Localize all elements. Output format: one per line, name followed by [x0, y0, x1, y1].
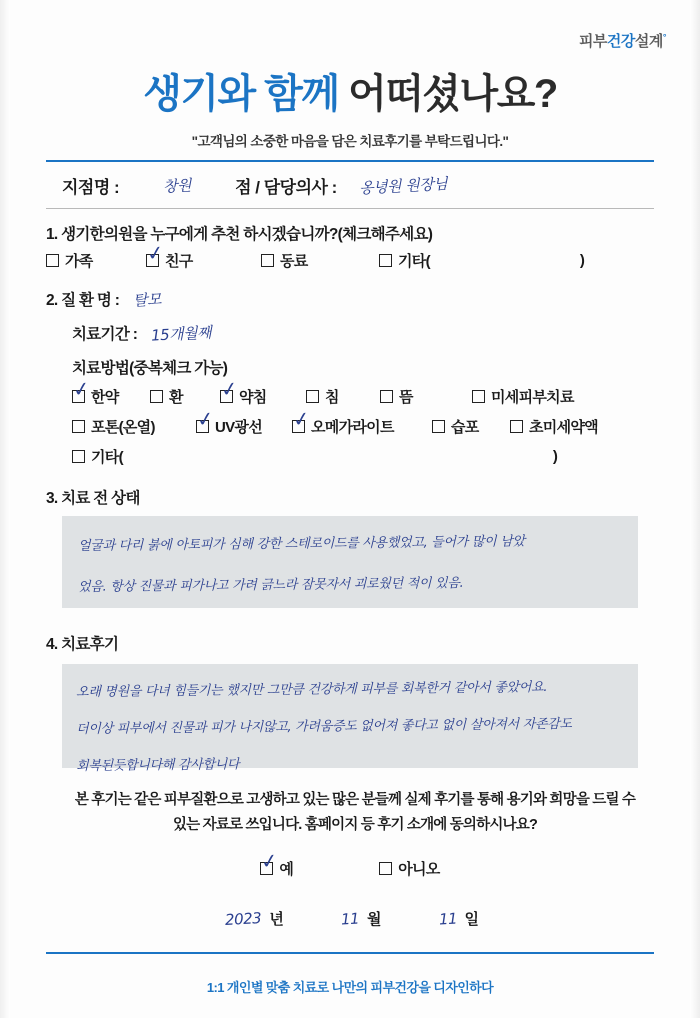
q2-methods-row-1: [71, 375, 654, 407]
q1-option-other[interactable]: [379, 250, 584, 271]
page-title-dark: 어떠셨나요?: [348, 72, 557, 116]
method-hwan[interactable]: [150, 386, 220, 407]
consent-text: 본 후기는 같은 피부질환으로 고생하고 있는 많은 분들께 실제 후기를 통해 용기와 희망을 드릴 수 있는 자료로 쓰입니다. 홈페이지 등 후기 소개에 동의하시나요?: [74, 792, 636, 834]
checkbox-icon[interactable]: [145, 239, 165, 267]
method-seuppo-label: 습포: [451, 419, 479, 436]
date-day-label: 일: [464, 911, 479, 928]
consent-no-label: 아니오: [398, 861, 440, 878]
q1-option-friend-label: 친구: [165, 253, 193, 270]
method-ultrafine-label: 초미세약액: [529, 419, 598, 436]
page-title-blue: 생기와 함께: [143, 72, 349, 116]
q3-line-2: 었음. 항상 진물과 피가나고 가려 긁느라 잠못자서 괴로웠던 적이 있음.: [77, 575, 464, 595]
page-title: [0, 62, 700, 119]
consent-yes-label: 예: [279, 861, 294, 878]
branch-value[interactable]: 창원: [162, 175, 192, 196]
check-mark-icon: ✓: [71, 375, 91, 403]
question-4-answer-box[interactable]: [62, 664, 638, 774]
method-uv[interactable]: [195, 405, 292, 437]
checkbox-icon[interactable]: [379, 862, 392, 875]
checkbox-icon[interactable]: [259, 847, 280, 875]
checkbox-icon[interactable]: [379, 254, 392, 267]
question-3-answer-box[interactable]: [62, 516, 638, 608]
method-ultrafine[interactable]: [510, 416, 598, 437]
method-other-close: ): [552, 448, 558, 465]
doctor-value[interactable]: 옹녕원 원장님: [358, 174, 448, 197]
method-microskin-label: 미세피부치료: [491, 389, 574, 406]
q1-option-friend[interactable]: [145, 239, 261, 271]
question-2-label: 2. 질 환 명 :: [46, 292, 120, 309]
checkbox-icon[interactable]: [219, 375, 239, 403]
method-seuppo[interactable]: [432, 416, 510, 437]
date-year-label: 년: [269, 911, 284, 928]
doctor-label: 점 / 담당의사 :: [235, 177, 337, 197]
divider-branch-bottom: [46, 208, 654, 209]
date-month-label: 월: [366, 911, 382, 928]
method-tteum[interactable]: [380, 386, 472, 407]
question-4-heading: 4. 치료후기: [46, 636, 119, 653]
method-omegalight[interactable]: [291, 405, 432, 437]
checkbox-icon[interactable]: [72, 420, 85, 433]
q1-option-colleague-label: 동료: [280, 253, 308, 270]
consent-options: [0, 847, 700, 879]
question-2-disease: [46, 288, 654, 310]
check-mark-icon: ✓: [195, 405, 215, 433]
check-mark-icon: ✓: [291, 405, 311, 433]
method-hwan-label: 환: [169, 389, 183, 406]
question-1-text: 1. 생기한의원을 누구에게 추천 하시겠습니까?(체크해주세요): [46, 226, 433, 243]
method-photon-label: 포톤(온열): [91, 419, 155, 436]
checkbox-icon[interactable]: [150, 390, 163, 403]
brand-part1: 피부: [578, 33, 607, 50]
method-chim[interactable]: [306, 386, 380, 407]
q4-line-3: 회복된듯합니다해 감사합니다: [75, 757, 240, 774]
q1-option-family-label: 가족: [65, 253, 93, 270]
divider-top: [46, 160, 654, 162]
q1-option-colleague[interactable]: [261, 250, 379, 271]
checkbox-icon[interactable]: [72, 450, 85, 463]
checkbox-icon[interactable]: [472, 390, 485, 403]
method-yakchim-label: 약침: [239, 389, 267, 406]
date-day-value[interactable]: 11: [438, 909, 458, 929]
q2-methods-row-2: [72, 405, 654, 437]
brand-part2: 건강: [606, 33, 635, 50]
brand-degree: °: [662, 32, 666, 42]
method-hanyak-label: 한약: [91, 389, 119, 406]
question-2-period: [72, 322, 654, 344]
q3-line-1: 얼굴과 다리 붉에 아토피가 심해 강한 스테로이드를 사용했었고, 들어가 많이 남았: [77, 534, 525, 554]
q2-methods-row-3: [72, 446, 654, 467]
method-other[interactable]: [72, 446, 557, 467]
q4-line-2: 더이상 피부에서 진물과 피가 나지않고, 가려움증도 없어져 좋다고 없이 살아져서 자존감도: [75, 716, 572, 737]
consent-yes[interactable]: [259, 847, 294, 879]
checkbox-icon[interactable]: [291, 405, 311, 433]
q2-period-label: 치료기간 :: [72, 326, 138, 343]
consent-no[interactable]: [379, 858, 439, 879]
q1-option-other-close: ): [579, 252, 585, 269]
checkbox-icon[interactable]: [432, 420, 445, 433]
date-row: [0, 908, 700, 929]
q2-disease-value[interactable]: 탈모: [132, 289, 162, 310]
checkbox-icon[interactable]: [71, 375, 91, 403]
brand-logo: [579, 30, 666, 51]
check-mark-icon: ✓: [145, 239, 165, 267]
question-1-options: [46, 239, 654, 271]
branch-row: [62, 168, 654, 202]
checkbox-icon[interactable]: [195, 405, 215, 433]
checkbox-icon[interactable]: [306, 390, 319, 403]
date-month-value[interactable]: 11: [340, 909, 360, 929]
check-mark-icon: ✓: [259, 847, 280, 875]
method-uv-label: UV광선: [215, 419, 263, 436]
brand-part3: 설계: [634, 33, 663, 50]
branch-label: 지점명 :: [62, 177, 120, 197]
method-microskin[interactable]: [472, 386, 574, 407]
page-subtitle: "고객님의 소중한 마음을 담은 치료후기를 부탁드립니다.": [191, 134, 509, 149]
footer-slogan: 1:1 개인별 맞춤 치료로 나만의 피부건강을 디자인하다: [206, 980, 494, 995]
method-other-label: 기타(: [91, 449, 123, 466]
checkbox-icon[interactable]: [46, 254, 59, 267]
question-3-heading: 3. 치료 전 상태: [46, 490, 140, 507]
q1-option-other-label: 기타(: [398, 253, 430, 270]
q2-period-value[interactable]: 15개월째: [150, 322, 212, 345]
q2-method-label: 치료방법(중복체크 가능): [72, 360, 228, 377]
method-tteum-label: 뜸: [399, 389, 413, 406]
q4-line-1: 오래 명원을 다녀 힘들기는 했지만 그만큼 건강하게 피부를 회복한거 같아서 좋았어요.: [75, 680, 548, 700]
checkbox-icon[interactable]: [510, 420, 523, 433]
checkbox-icon[interactable]: [380, 390, 393, 403]
method-yakchim[interactable]: [219, 375, 306, 407]
check-mark-icon: ✓: [219, 375, 239, 403]
method-omegalight-label: 오메가라이트: [311, 419, 394, 436]
q1-option-family[interactable]: [46, 250, 146, 271]
checkbox-icon[interactable]: [261, 254, 274, 267]
method-photon[interactable]: [72, 416, 196, 437]
method-chim-label: 침: [325, 389, 339, 406]
method-hanyak[interactable]: [71, 375, 150, 407]
date-year-value[interactable]: 2023: [224, 909, 263, 929]
divider-footer: [46, 952, 654, 954]
